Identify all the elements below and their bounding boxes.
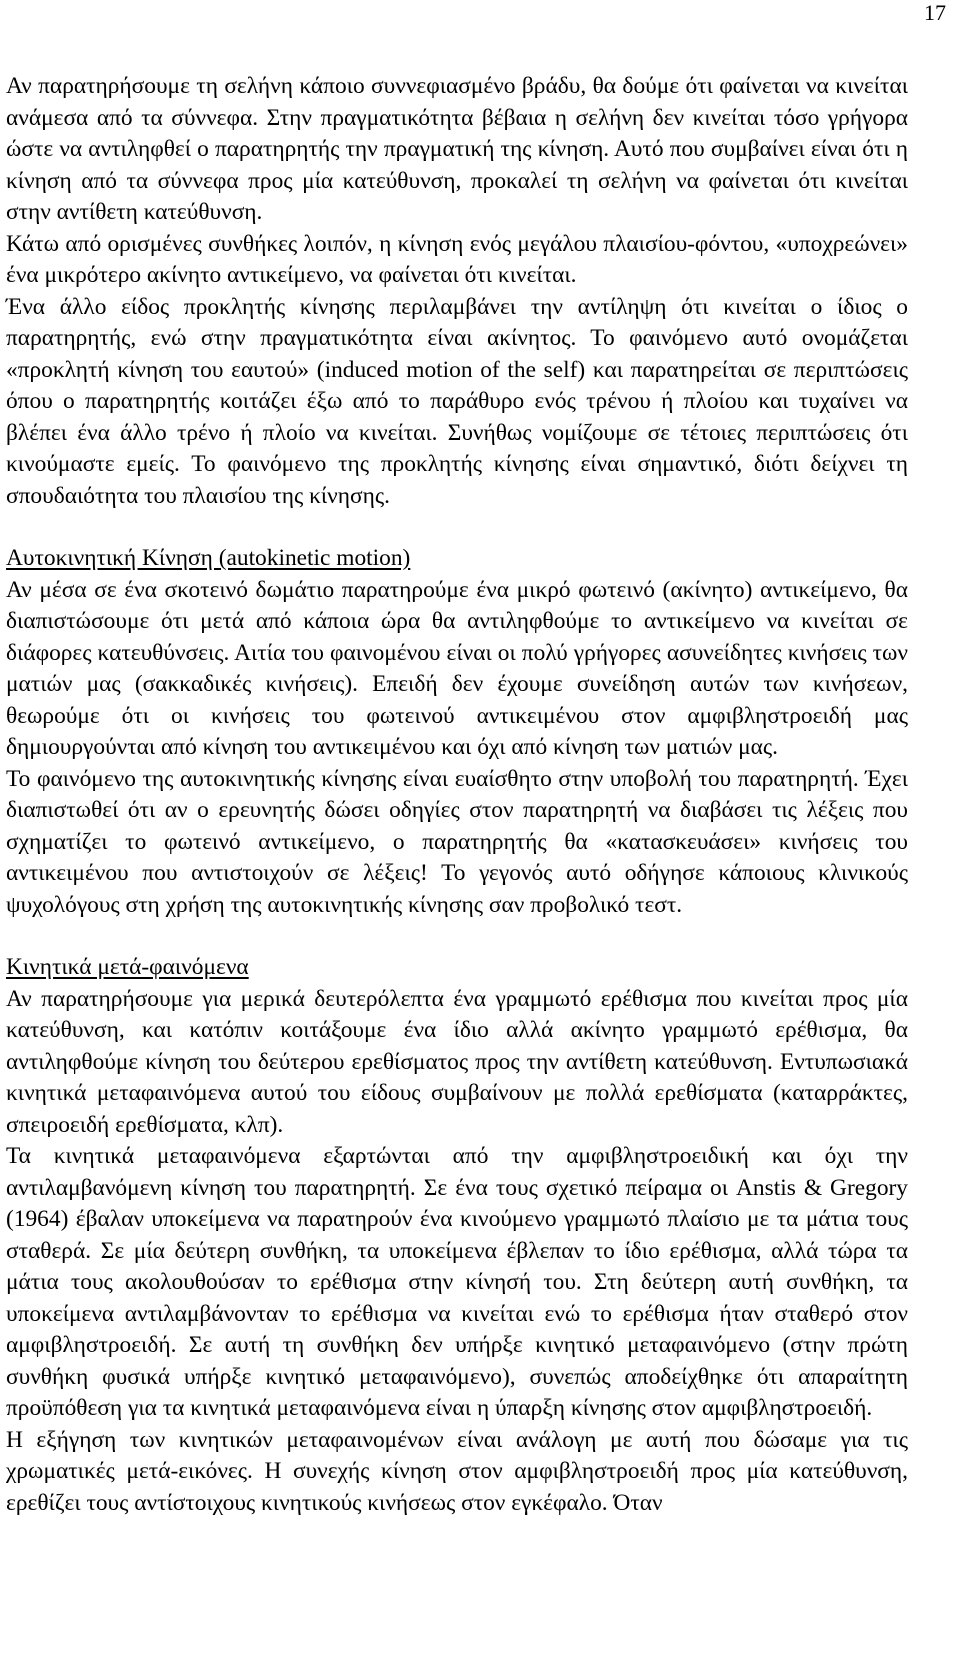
paragraph: Ένα άλλο είδος προκλητής κίνησης περιλαμβάνει την αντίληψη ότι κινείται ο ίδιος ο παρατηρητής, ενώ στην πραγματικότητα είναι ακίνητος. Το φαινόμενο αυτό ονομάζεται «προκλητή κίνηση του εαυτού» (induced motion of the self) και παρατηρείται σε περιπτώσεις όπου ο παρατηρητής κοιτάζει έξω από το παράθυρο ενός τρένου ή πλοίου και τυχαίνει να βλέπει ένα άλλο τρένο ή πλοίο να κινείται. Συνήθως νομίζουμε σε τέτοιες περιπτώσεις ότι κινούμαστε εμείς. Το φαινόμενο της προκλητής κίνησης είναι σημαντικό, διότι δείχνει τη σπουδαιότητα του πλαισίου της κίνησης.	[6, 293, 908, 509]
paragraph: Κάτω από ορισμένες συνθήκες λοιπόν, η κίνηση ενός μεγάλου πλαισίου-φόντου, «υποχρεώνει» ένα μικρότερο ακίνητο αντικείμενο, να φαίνεται ότι κινείται.	[6, 230, 908, 288]
paragraph: Αν μέσα σε ένα σκοτεινό δωμάτιο παρατηρούμε ένα μικρό φωτεινό (ακίνητο) αντικείμενο, θα διαπιστώσουμε ότι μετά από κάποια ώρα θα αντιληφθούμε το αντικείμενο να κινείται σε διάφορες κατευθύνσεις. Αιτία του φαινομένου είναι οι πολύ γρήγορες ασυνείδητες κινήσεις των ματιών μας (σακκαδικές κινήσεις). Επειδή δεν έχουμε συνείδηση αυτών των κινήσεων, θεωρούμε ότι οι κινήσεις του φωτεινού αντικειμένου στον αμφιβληστροειδή μας δημιουργούνται από κίνηση του αντικειμένου και όχι από κίνηση των ματιών μας.	[6, 576, 908, 760]
paragraph: Αν παρατηρήσουμε για μερικά δευτερόλεπτα ένα γραμμωτό ερέθισμα που κινείται προς μία κατεύθυνση, και κατόπιν κοιτάξουμε ένα ίδιο αλλά ακίνητο γραμμωτό ερέθισμα, θα αντιληφθούμε κίνηση του δεύτερου ερεθίσματος προς την αντίθετη κατεύθυνση. Εντυπωσιακά κινητικά μεταφαινόμενα αυτού του είδους συμβαίνουν με πολλά ερεθίσματα (καταρράκτες, σπειροειδή ερεθίσματα, κλπ).	[6, 985, 908, 1138]
page-number: 17	[924, 0, 946, 25]
section-heading-autokinetic-motion: Αυτοκινητική Κίνηση (autokinetic motion)	[6, 545, 411, 571]
page-body	[6, 71, 908, 1519]
paragraph: Αν παρατηρήσουμε τη σελήνη κάποιο συννεφιασμένο βράδυ, θα δούμε ότι φαίνεται να κινείται ανάμεσα από τα σύννεφα. Στην πραγματικότητα βέβαια η σελήνη δεν κινείται τόσο γρήγορα ώστε να αντιληφθεί ο παρατηρητής την πραγματική της κίνηση. Αυτό που συμβαίνει είναι ότι η κίνηση από τα σύννεφα προς μία κατεύθυνση, προκαλεί τη σελήνη να φαίνεται ότι κινείται στην αντίθετη κατεύθυνση.	[6, 73, 908, 225]
section-heading-motion-aftereffects: Κινητικά μετά-φαινόμενα	[6, 954, 249, 980]
paragraph: Τα κινητικά μεταφαινόμενα εξαρτώνται από την αμφιβληστροειδική και όχι την αντιλαμβανόμενη κίνηση του παρατηρητή. Σε ένα τους σχετικό πείραμα οι Anstis & Gregory (1964) έβαλαν υποκείμενα να παρατηρούν ένα κινούμενο γραμμωτό πλαίσιο με τα μάτια τους σταθερά. Σε μία δεύτερη συνθήκη, τα υποκείμενα έβλεπαν το ίδιο ερέθισμα, αλλά τώρα τα μάτια τους ακολουθούσαν το ερέθισμα στην κίνησή του. Στη δεύτερη αυτή συνθήκη, τα υποκείμενα αντιλαμβάνονταν το ερέθισμα να κινείται ενώ το ερέθισμα ήταν σταθερό στον αμφιβληστροειδή. Σε αυτή τη συνθήκη δεν υπήρξε κινητικό μεταφαινόμενο (στην πρώτη συνθήκη φυσικά υπήρξε κινητικό μεταφαινόμενο), συνεπώς αποδείχθηκε ότι απαραίτητη προϋπόθεση για τα κινητικά μεταφαινόμενα είναι η ύπαρξη κίνησης στον αμφιβληστροειδή.	[6, 1143, 908, 1421]
paragraph: Το φαινόμενο της αυτοκινητικής κίνησης είναι ευαίσθητο στην υποβολή του παρατηρητή. Έχει διαπιστωθεί ότι αν ο ερευνητής δώσει οδηγίες στον παρατηρητή να διαβάσει τις λέξεις που σχηματίζει το φωτεινό αντικείμενο, ο παρατηρητής θα «κατασκευάσει» κινήσεις του αντικειμένου που αντιστοιχούν σε λέξεις! Το γεγονός αυτό οδήγησε κάποιους κλινικούς ψυχολόγους στη χρήση της αυτοκινητικής κίνησης σαν προβολικό τεστ.	[6, 765, 908, 918]
paragraph: Η εξήγηση των κινητικών μεταφαινομένων είναι ανάλογη με αυτή που δώσαμε για τις χρωματικές μετά-εικόνες. Η συνεχής κίνηση στον αμφιβληστροειδή προς μία κατεύθυνση, ερεθίζει τους αντίστοιχους κινητικούς κινήσεως στον εγκέφαλο. Όταν	[6, 1426, 908, 1516]
